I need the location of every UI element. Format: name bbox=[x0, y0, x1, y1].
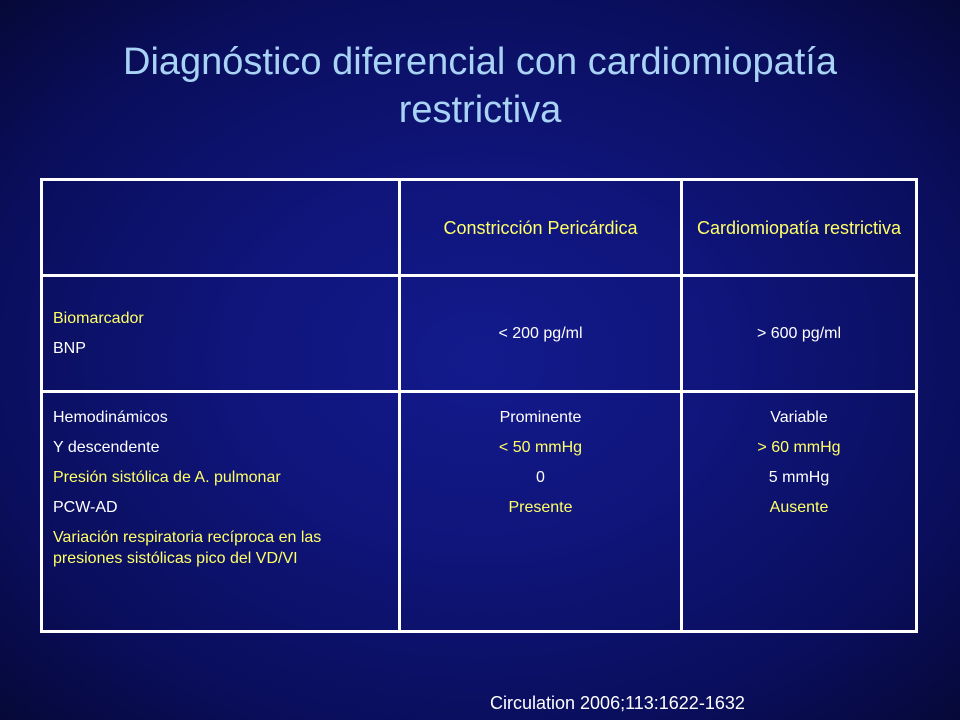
header-restrictive bbox=[682, 180, 917, 276]
differential-diagnosis-table bbox=[40, 178, 918, 633]
restrictive-value: > 60 mmHg bbox=[757, 439, 841, 456]
constriction-value: < 200 pg/ml bbox=[400, 276, 682, 392]
category-label: Biomarcador bbox=[53, 309, 144, 327]
restrictive-value: Variable bbox=[770, 409, 828, 426]
category-label: Hemodinámicos bbox=[53, 409, 168, 426]
header-restrictive-label: Cardiomiopatía restrictiva bbox=[696, 217, 902, 238]
item-label: BNP bbox=[53, 339, 86, 357]
constriction-value: < 50 mmHg bbox=[498, 439, 583, 456]
slide-title-line-1: Diagnóstico diferencial con cardiomiopatía bbox=[123, 41, 837, 83]
row-label-cell bbox=[42, 276, 400, 392]
slide-title-line-2: restrictiva bbox=[398, 89, 562, 131]
restrictive-value: 5 mmHg bbox=[768, 469, 830, 486]
constriction-value: 0 bbox=[536, 469, 545, 486]
restrictive-value: > 600 pg/ml bbox=[682, 276, 917, 392]
restrictive-value: Ausente bbox=[769, 499, 829, 516]
item-label: PCW-AD bbox=[53, 499, 118, 516]
constriction-values-cell bbox=[400, 392, 682, 632]
table-header-row bbox=[42, 180, 917, 276]
constriction-value: Prominente bbox=[499, 409, 582, 426]
header-constriction: Constricción Pericárdica bbox=[400, 180, 682, 276]
header-empty-cell bbox=[42, 180, 400, 276]
item-label: Y descendente bbox=[53, 439, 160, 456]
constriction-value: Presente bbox=[508, 499, 573, 516]
restrictive-values-cell bbox=[682, 392, 917, 632]
citation: Circulation 2006;113:1622-1632 bbox=[490, 693, 745, 713]
slide-title bbox=[60, 38, 900, 134]
table-row bbox=[42, 392, 917, 632]
table-row bbox=[42, 276, 917, 392]
row-label-cell bbox=[42, 392, 400, 632]
item-label: Presión sistólica de A. pulmonar bbox=[53, 469, 281, 486]
item-label: Variación respiratoria recíproca en las presiones sistólicas pico del VD/VI bbox=[53, 529, 322, 567]
